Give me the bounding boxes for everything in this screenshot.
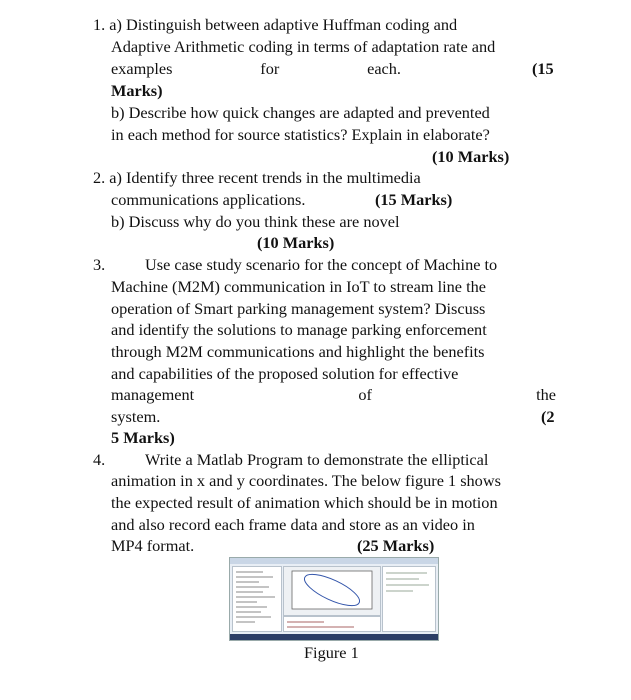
q1b-line-1: b) Describe how quick changes are adapted and prevented (111, 103, 490, 122)
q3-line-3: operation of Smart parking management system? Discuss (111, 299, 486, 318)
q2b-line-1: b) Discuss why do you think these are novel (111, 212, 400, 231)
q3-line-8: system. (111, 407, 161, 426)
figure-1-matlab-screenshot (229, 557, 439, 641)
q2a-line-2: communications applications. (111, 190, 306, 209)
q1a-marks-part1: (15 (532, 59, 554, 78)
figure-caption: Figure 1 (304, 643, 359, 662)
q3-line-2: Machine (M2M) communication in IoT to stream line the (111, 277, 486, 296)
q3-number: 3. (93, 255, 106, 274)
q3-line-5: through M2M communications and highlight the benefits (111, 342, 485, 361)
workspace-lines (233, 567, 281, 631)
q1a-line-3 (111, 59, 401, 79)
q3-line-6: and capabilities of the proposed solution for effective (111, 364, 459, 383)
q3-word: management (111, 385, 195, 404)
q4-line-3: the expected result of animation which should be in motion (111, 493, 498, 512)
q1a-word: each. (367, 59, 401, 78)
q3-line-7 (111, 385, 556, 405)
q2a-marks: (15 Marks) (375, 190, 453, 209)
q4-line-2: animation in x and y coordinates. The below figure 1 shows (111, 471, 501, 490)
q2a-line-1: 2. a) Identify three recent trends in the multimedia (93, 168, 421, 187)
q4-line-5: MP4 format. (111, 536, 195, 555)
q4-marks: (25 Marks) (357, 536, 435, 555)
q4-line-4: and also record each frame data and store as an video in (111, 515, 475, 534)
q1a-word: for (260, 59, 280, 78)
q4-line-1: Write a Matlab Program to demonstrate the elliptical (145, 450, 489, 469)
editor-panel (382, 566, 436, 632)
taskbar (230, 634, 438, 640)
q1b-line-2: in each method for source statistics? Explain in elaborate? (111, 125, 490, 144)
q3-line-4: and identify the solutions to manage parking enforcement (111, 320, 487, 339)
q1a-line-2: Adaptive Arithmetic coding in terms of adaptation rate and (111, 37, 496, 56)
command-lines (284, 618, 380, 632)
workspace-panel (232, 566, 282, 632)
ellipse-plot (284, 567, 380, 615)
q2b-marks: (10 Marks) (257, 233, 335, 252)
q1a-marks-part2: Marks) (111, 81, 163, 100)
q1a-word: examples (111, 59, 173, 78)
figure-window (283, 566, 381, 616)
q3-marks-part1: (2 (541, 407, 555, 426)
command-window (283, 616, 381, 632)
q3-word: of (358, 385, 372, 404)
q1a-line-1: 1. a) Distinguish between adaptive Huffman coding and (93, 15, 458, 34)
q1b-marks: (10 Marks) (432, 147, 510, 166)
editor-lines (383, 567, 435, 631)
q4-number: 4. (93, 450, 106, 469)
q3-marks-part2: 5 Marks) (111, 428, 175, 447)
toolbar (230, 558, 438, 564)
q3-word: the (536, 385, 556, 404)
q3-line-1: Use case study scenario for the concept of Machine to (145, 255, 498, 274)
